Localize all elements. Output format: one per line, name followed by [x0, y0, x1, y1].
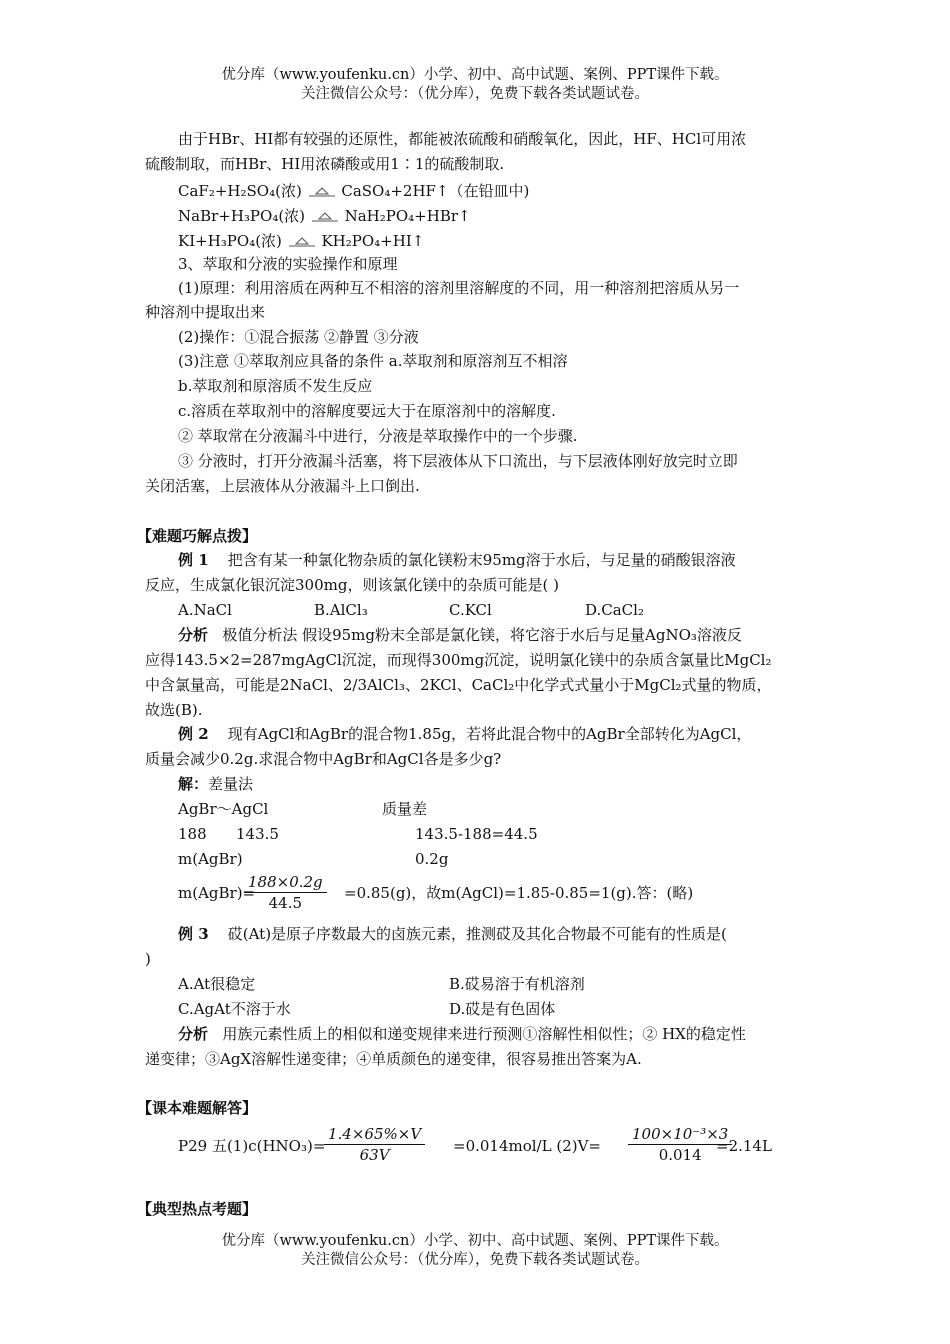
example-1-cont: 反应，生成氯化银沉淀300mg，则该氯化镁中的杂质可能是( )	[145, 576, 559, 594]
example-1-text: 把含有某一种氯化物杂质的氯化镁粉末95mg溶于水后，与足量的硝酸银溶液	[227, 551, 736, 569]
example-1-analysis-4: 故选(B).	[145, 701, 203, 719]
example-3-option-a: A.At很稳定	[178, 975, 256, 993]
solution-row-2-col-2: 143.5	[236, 825, 279, 843]
textbook-fraction-1	[324, 1124, 425, 1165]
fraction-denominator: 44.5	[268, 894, 303, 912]
example-3-analysis	[178, 1023, 746, 1045]
example-1-option-c: C.KCl	[449, 601, 492, 619]
example-3-analysis-2: 递变律；③AgX溶解性递变律；④单质颜色的递变律，很容易推出答案为A.	[145, 1050, 642, 1068]
fraction-numerator: 1.4×65%×V	[328, 1125, 422, 1143]
solution-method: 差量法	[208, 775, 254, 793]
equation-2	[178, 205, 471, 227]
extraction-notes: (3)注意 ①萃取剂应具备的条件 a.萃取剂和原溶剂互不相溶	[178, 352, 568, 370]
solution-row-2-col-3: 143.5-188=44.5	[415, 825, 538, 843]
example-2-text: 现有AgCl和AgBr的混合物1.85g，若将此混合物中的AgBr全部转化为AgCl，	[227, 725, 752, 743]
example-2	[178, 723, 751, 745]
solution-fraction	[244, 872, 327, 913]
solution-label: 解：	[178, 775, 209, 793]
equation-3	[178, 230, 424, 252]
example-1-analysis-2: 应得143.5×2=287mgAgCl沉淀，而现得300mg沉淀，说明氯化镁中的杂质含氯量比MgCl₂	[145, 651, 772, 669]
equation-1-right: CaSO₄+2HF↑（在铅皿中)	[341, 182, 530, 200]
fraction-numerator: 100×10⁻³×3	[632, 1125, 729, 1143]
example-3-option-c: C.AgAt不溶于水	[178, 1000, 291, 1018]
example-3-label: 例 3	[178, 925, 209, 943]
section-heading-hotspot: 【典型热点考题】	[137, 1200, 258, 1218]
example-3-option-b: B.砹易溶于有机溶剂	[449, 975, 585, 993]
section-heading-difficult: 【难题巧解点拨】	[137, 527, 258, 545]
extraction-operation: (2)操作：①混合振荡 ②静置 ③分液	[178, 328, 419, 346]
equation-2-left: NaBr+H₃PO₄(浓)	[178, 207, 306, 225]
example-1-option-b: B.AlCl₃	[314, 601, 368, 619]
extraction-note-b: b.萃取剂和原溶质不发生反应	[178, 377, 373, 395]
example-1-label: 例 1	[178, 551, 209, 569]
solution-row-3-col-3: 0.2g	[415, 850, 449, 868]
example-2-solution	[178, 773, 253, 795]
example-1-option-a: A.NaCl	[178, 601, 232, 619]
heat-arrow-icon	[307, 185, 337, 199]
solution-row-3-col-1: m(AgBr)	[178, 850, 243, 868]
solution-row-1-col-1: AgBr～AgCl	[178, 800, 269, 818]
analysis-text: 用族元素性质上的相似和递变规律来进行预测①溶解性相似性；② HX的稳定性	[222, 1025, 746, 1043]
example-3	[178, 923, 727, 945]
analysis-label: 分析	[178, 626, 209, 644]
intro-paragraph-cont: 硫酸制取，而HBr、HI用浓磷酸或用1∶1的硫酸制取.	[145, 155, 505, 173]
extraction-principle: (1)原理：利用溶质在两种互不相溶的溶剂里溶解度的不同，用一种溶剂把溶质从另一	[178, 279, 740, 297]
section-heading-textbook: 【课本难题解答】	[137, 1099, 258, 1117]
header-line-2: 关注微信公众号：（优分库），免费下载各类试题试卷。	[301, 86, 649, 102]
equation-3-right: KH₂PO₄+HI↑	[321, 232, 425, 250]
extraction-note-2: ② 萃取常在分液漏斗中进行，分液是萃取操作中的一个步骤.	[178, 427, 578, 445]
textbook-answer-left: P29 五(1)c(HNO₃)=	[178, 1137, 326, 1155]
header-line-1: 优分库（www.youfenku.cn）小学、初中、高中试题、案例、PPT课件下载。	[221, 67, 729, 83]
analysis-text: 极值分析法 假设95mg粉末全部是氯化镁，将它溶于水后与足量AgNO₃溶液反	[222, 626, 742, 644]
fraction-denominator: 0.014	[658, 1146, 702, 1164]
intro-paragraph: 由于HBr、HI都有较强的还原性，都能被浓硫酸和硝酸氧化，因此，HF、HCl可用浓	[178, 130, 747, 148]
extraction-note-3: ③ 分液时，打开分液漏斗活塞，将下层液体从下口流出，与下层液体刚好放完时立即	[178, 452, 738, 470]
solution-final-left: m(AgBr)=	[178, 884, 256, 902]
example-2-label: 例 2	[178, 725, 209, 743]
example-3-option-d: D.砹是有色固体	[449, 1000, 556, 1018]
footer-line-1: 优分库（www.youfenku.cn）小学、初中、高中试题、案例、PPT课件下载。	[221, 1233, 729, 1249]
extraction-note-c: c.溶质在萃取剂中的溶解度要远大于在原溶剂中的溶解度.	[178, 402, 556, 420]
solution-row-2-col-1: 188	[178, 825, 207, 843]
example-1-analysis	[178, 624, 742, 646]
heat-arrow-icon	[287, 235, 317, 249]
extraction-title: 3、萃取和分液的实验操作和原理	[178, 255, 398, 273]
example-1-analysis-3: 中含氯量高，可能是2NaCl、2/3AlCl₃、2KCl、CaCl₂中化学式式量小于MgCl₂式量的物质，	[145, 676, 772, 694]
footer-line-2: 关注微信公众号：（优分库），免费下载各类试题试卷。	[301, 1252, 649, 1268]
example-2-cont: 质量会减少0.2g.求混合物中AgBr和AgCl各是多少g?	[145, 750, 502, 768]
fraction-numerator: 188×0.2g	[248, 873, 323, 891]
example-1-option-d: D.CaCl₂	[585, 601, 644, 619]
textbook-answer-mid: =0.014mol/L (2)V=	[453, 1137, 601, 1155]
solution-row-1-col-3: 质量差	[382, 800, 428, 818]
extraction-principle-cont: 种溶剂中提取出来	[145, 303, 266, 321]
example-1	[178, 549, 736, 571]
example-3-cont: )	[145, 950, 151, 968]
fraction-denominator: 63V	[359, 1146, 390, 1164]
textbook-answer-right: =2.14L	[716, 1137, 772, 1155]
heat-arrow-icon	[310, 210, 340, 224]
solution-final-right: =0.85(g)，故m(AgCl)=1.85-0.85=1(g).答：(略)	[344, 884, 694, 902]
example-3-text: 砹(At)是原子序数最大的卤族元素，推测砹及其化合物最不可能有的性质是(	[227, 925, 727, 943]
extraction-note-3-cont: 关闭活塞，上层液体从分液漏斗上口倒出.	[145, 477, 420, 495]
equation-1-left: CaF₂+H₂SO₄(浓)	[178, 182, 302, 200]
equation-3-left: KI+H₃PO₄(浓)	[178, 232, 282, 250]
equation-2-right: NaH₂PO₄+HBr↑	[344, 207, 471, 225]
analysis-label: 分析	[178, 1025, 209, 1043]
equation-1	[178, 180, 529, 202]
